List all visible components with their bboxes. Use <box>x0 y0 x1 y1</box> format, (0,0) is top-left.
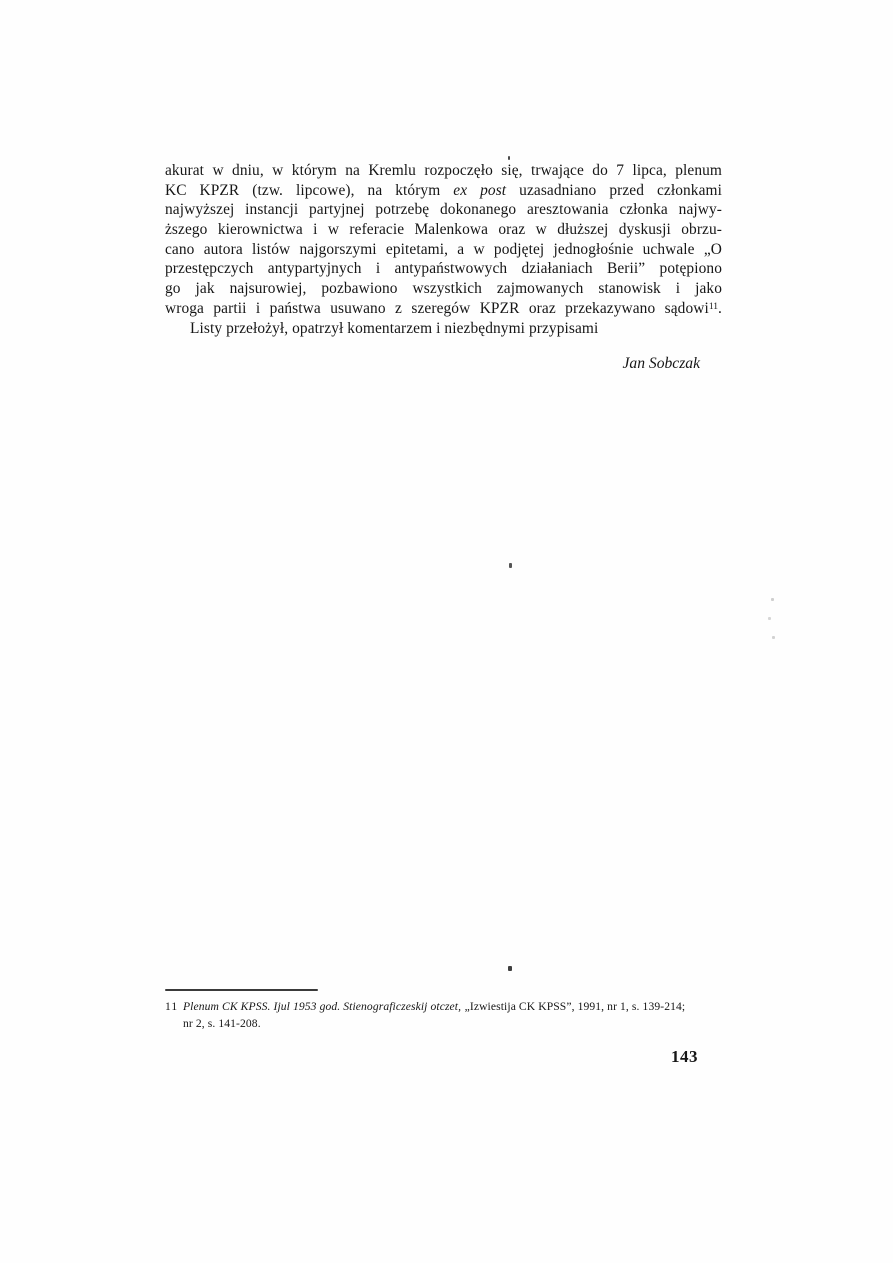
body-line <box>165 200 722 220</box>
body-line-text: akurat w dniu, w którym na Kremlu rozpoczęło się, trwające do 7 lipca, plenum <box>165 162 722 179</box>
ink-speck <box>771 598 774 601</box>
footnote <box>165 998 765 1032</box>
ink-speck <box>508 156 510 160</box>
footnote-line <box>165 998 765 1015</box>
body-line-text: ższego kierownictwa i w referacie Malenkowa oraz w dłuższej dyskusji obrzu- <box>165 221 722 239</box>
body-line-text: . <box>718 299 722 317</box>
footnote-separator <box>165 989 318 991</box>
body-line-text: go jak najsurowiej, pozbawiono wszystkich zajmowanych stanowisk i jako <box>165 280 722 298</box>
footnote-reference-superscript: 11 <box>708 300 719 312</box>
body-line-text: wroga partii i państwa usuwano z szeregów KPZR oraz przekazywano sądowi <box>165 299 709 317</box>
author-signature-text: Jan Sobczak <box>622 355 700 372</box>
body-line <box>165 299 722 319</box>
footnote-citation-regular: „Izwiestija CK KPSS”, 1991, nr 1, s. 139-214; <box>464 1000 686 1013</box>
italic-phrase: ex post <box>453 181 507 199</box>
body-line <box>165 279 722 299</box>
body-line-text: najwyższej instancji partyjnej potrzebę dokonanego aresztowania członka najwy- <box>165 201 722 219</box>
body-line <box>165 181 722 201</box>
body-line-text: cano autora listów najgorszymi epitetami, a w podjętej jednogłośnie uchwale „O <box>165 240 722 258</box>
author-signature <box>165 355 722 373</box>
ink-speck <box>768 617 771 620</box>
body-line <box>165 259 722 279</box>
footnote-marker: 11 <box>165 1000 179 1013</box>
body-line-text: uzasadniano przed członkami <box>506 181 722 199</box>
main-text-block <box>165 161 722 338</box>
closing-line: Listy przełożył, opatrzył komentarzem i niezbędnymi przypisami <box>190 319 599 337</box>
page-number: 143 <box>671 1047 698 1066</box>
ink-speck <box>508 966 512 971</box>
body-line <box>165 161 722 181</box>
body-line <box>165 220 722 240</box>
body-line-text: przestępczych antypartyjnych i antypaństwowych działaniach Berii” potępiono <box>165 260 722 278</box>
ink-speck <box>509 563 512 568</box>
ink-speck <box>772 636 775 639</box>
footnote-line: nr 2, s. 141-208. <box>183 1017 261 1030</box>
body-line-text: KC KPZR (tzw. lipcowe), na którym <box>165 181 454 199</box>
footnote-citation-italic: Plenum CK KPSS. Ijul 1953 god. Stienograficzeskij otczet, <box>183 1000 462 1013</box>
body-line <box>165 240 722 260</box>
